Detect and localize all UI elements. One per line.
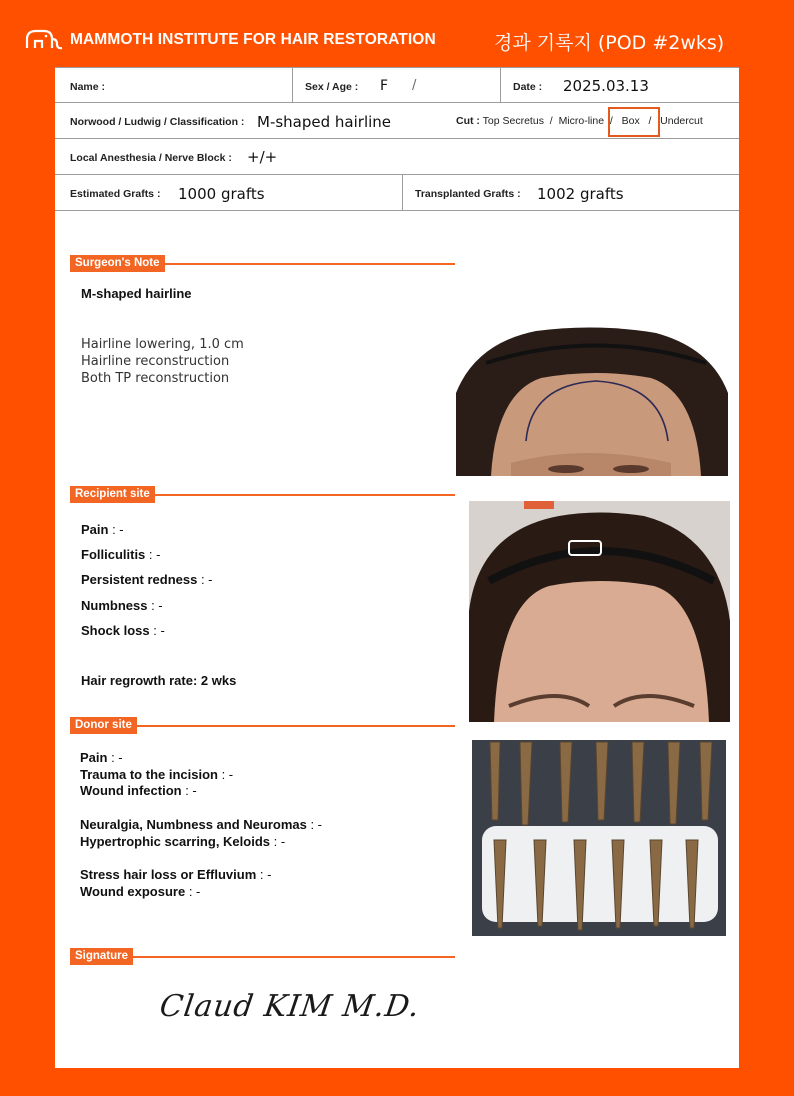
surgeon-note-heading: M-shaped hairline bbox=[81, 286, 192, 301]
sex-age-label: Sex / Age : bbox=[305, 81, 359, 93]
cut-option-micro-line: Micro-line bbox=[558, 115, 605, 127]
anesthesia-value: +/+ bbox=[247, 148, 278, 166]
surgeon-note-line: Hairline lowering, 1.0 cm bbox=[81, 337, 244, 352]
cut-separator: / bbox=[549, 115, 553, 127]
cut-option-undercut: Undercut bbox=[660, 115, 703, 127]
record-sheet bbox=[55, 67, 739, 1068]
donor-item: Wound infection : - bbox=[80, 783, 197, 798]
anesthesia-row bbox=[55, 139, 739, 175]
recipient-item: Numbness : - bbox=[81, 598, 163, 613]
cut-separator: / bbox=[609, 115, 613, 127]
brand-name: MAMMOTH INSTITUTE FOR HAIR RESTORATION bbox=[70, 31, 436, 48]
donor-item: Pain : - bbox=[80, 750, 123, 765]
cut-selected-box-mark bbox=[608, 107, 660, 137]
elephant-logo-icon bbox=[24, 28, 64, 52]
date-label: Date : bbox=[513, 81, 543, 93]
classification-label: Norwood / Ludwig / Classification : bbox=[70, 116, 245, 128]
estimated-grafts-label: Estimated Grafts : bbox=[70, 188, 161, 200]
anesthesia-label: Local Anesthesia / Nerve Block : bbox=[70, 152, 232, 164]
divider bbox=[402, 175, 403, 210]
donor-item: Wound exposure : - bbox=[80, 884, 201, 899]
surgeon-note-line: Hairline reconstruction bbox=[81, 354, 230, 369]
recipient-item: Shock loss : - bbox=[81, 623, 165, 638]
donor-site-title: Donor site bbox=[70, 717, 137, 734]
cut-option-top-secretus: Top Secretus bbox=[482, 115, 544, 127]
sex-value: F bbox=[380, 78, 389, 94]
recipient-item: Persistent redness : - bbox=[81, 572, 213, 587]
name-label: Name : bbox=[70, 81, 106, 93]
signature-title: Signature bbox=[70, 948, 133, 965]
recipient-item: Folliculitis : - bbox=[81, 547, 161, 562]
cut-separator: / bbox=[648, 115, 652, 127]
brand-header bbox=[24, 28, 436, 52]
date-value: 2025.03.13 bbox=[563, 77, 649, 95]
surgeon-note-line: Both TP reconstruction bbox=[81, 371, 230, 386]
recipient-item: Pain : - bbox=[81, 522, 124, 537]
transplanted-grafts-value: 1002 grafts bbox=[537, 185, 624, 203]
postop-hairline-photo bbox=[469, 501, 730, 722]
grafts-row bbox=[55, 175, 739, 211]
transplanted-grafts-label: Transplanted Grafts : bbox=[415, 188, 521, 200]
classification-value: M-shaped hairline bbox=[257, 113, 392, 131]
hair-regrowth-rate: Hair regrowth rate: 2 wks bbox=[81, 673, 237, 688]
donor-item: Hypertrophic scarring, Keloids : - bbox=[80, 834, 286, 849]
estimated-grafts-value: 1000 grafts bbox=[178, 185, 265, 203]
divider bbox=[292, 68, 293, 102]
preop-hairline-photo bbox=[456, 323, 728, 476]
cut-options bbox=[456, 115, 703, 127]
cut-option-box: Box bbox=[621, 115, 640, 127]
recipient-site-title: Recipient site bbox=[70, 486, 155, 503]
donor-grafts-photo bbox=[472, 740, 726, 936]
divider bbox=[500, 68, 501, 102]
patient-info-row bbox=[55, 67, 739, 103]
donor-item: Neuralgia, Numbness and Neuromas : - bbox=[80, 817, 323, 832]
donor-item: Stress hair loss or Effluvium : - bbox=[80, 867, 272, 882]
donor-item: Trauma to the incision : - bbox=[80, 767, 234, 782]
surgeon-note-title: Surgeon's Note bbox=[70, 255, 165, 272]
cut-label: Cut : bbox=[456, 115, 480, 127]
age-separator: / bbox=[412, 78, 417, 93]
record-title: 경과 기록지 (POD #2wks) bbox=[494, 32, 725, 54]
classification-row bbox=[55, 103, 739, 139]
doctor-signature: Claud KIM M.D. bbox=[157, 989, 423, 1024]
